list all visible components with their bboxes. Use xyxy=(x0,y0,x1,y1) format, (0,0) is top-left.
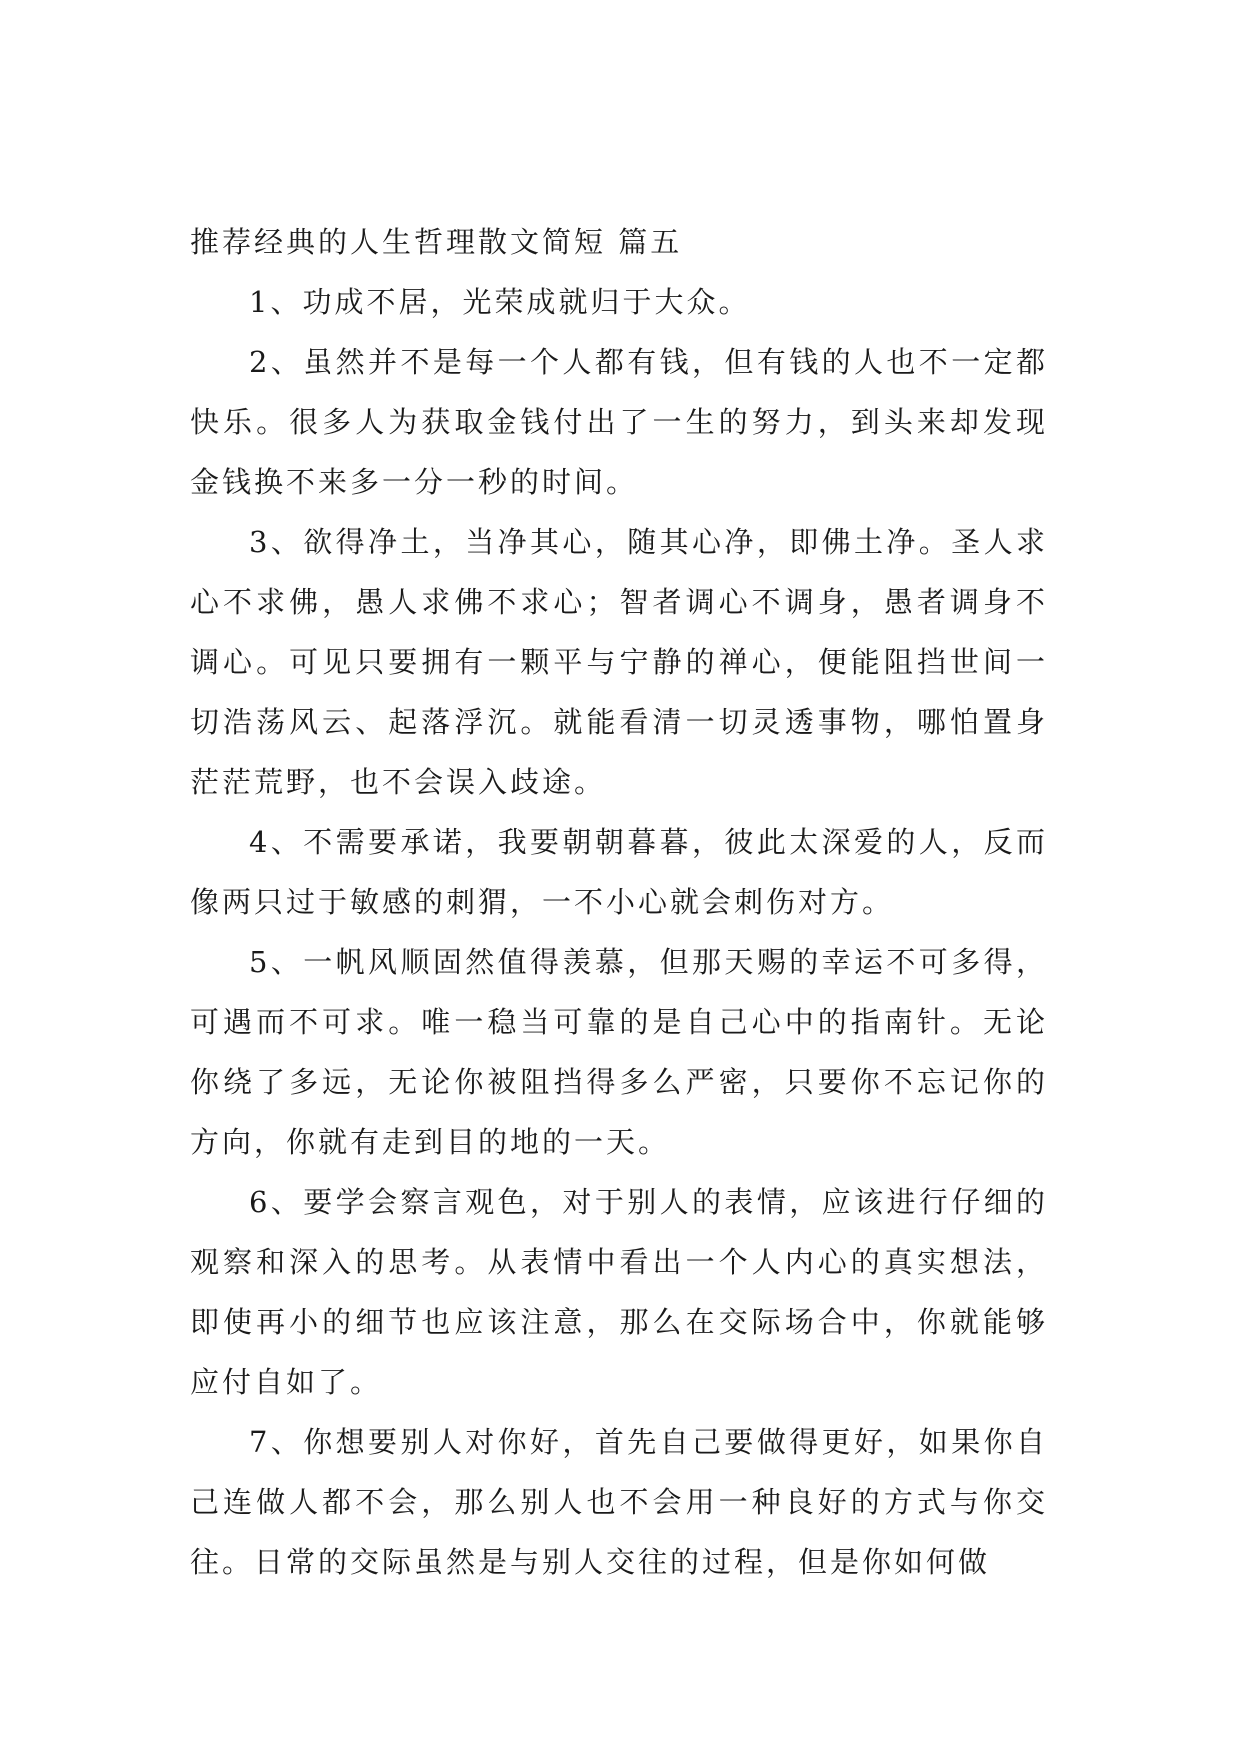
paragraph-4: 4、不需要承诺，我要朝朝暮暮，彼此太深爱的人，反而像两只过于敏感的刺猬，一不小心就会刺伤对方。 xyxy=(190,825,1048,919)
paragraph-6: 6、要学会察言观色，对于别人的表情，应该进行仔细的观察和深入的思考。从表情中看出一个人内心的真实想法，即使再小的细节也应该注意，那么在交际场合中，你就能够应付自如了。 xyxy=(190,1185,1048,1399)
document-body xyxy=(190,212,1048,1592)
paragraph-7: 7、你想要别人对你好，首先自己要做得更好，如果你自己连做人都不会，那么别人也不会用一种良好的方式与你交往。日常的交际虽然是与别人交往的过程，但是你如何做 xyxy=(190,1425,1048,1579)
document-heading: 推荐经典的人生哲理散文简短 篇五 xyxy=(190,225,683,259)
paragraph-3: 3、欲得净土，当净其心，随其心净，即佛土净。圣人求心不求佛，愚人求佛不求心；智者调心不调身，愚者调身不调心。可见只要拥有一颗平与宁静的禅心，便能阻挡世间一切浩荡风云、起落浮沉。就能看清一切灵透事物，哪怕置身茫茫荒野，也不会误入歧途。 xyxy=(190,525,1048,799)
paragraph-5: 5、一帆风顺固然值得羡慕，但那天赐的幸运不可多得，可遇而不可求。唯一稳当可靠的是自己心中的指南针。无论你绕了多远，无论你被阻挡得多么严密，只要你不忘记你的方向，你就有走到目的地的一天。 xyxy=(190,945,1048,1159)
paragraph-2: 2、虽然并不是每一个人都有钱，但有钱的人也不一定都快乐。很多人为获取金钱付出了一生的努力，到头来却发现金钱换不来多一分一秒的时间。 xyxy=(190,345,1048,499)
paragraph-1: 1、功成不居，光荣成就归于大众。 xyxy=(249,285,751,319)
